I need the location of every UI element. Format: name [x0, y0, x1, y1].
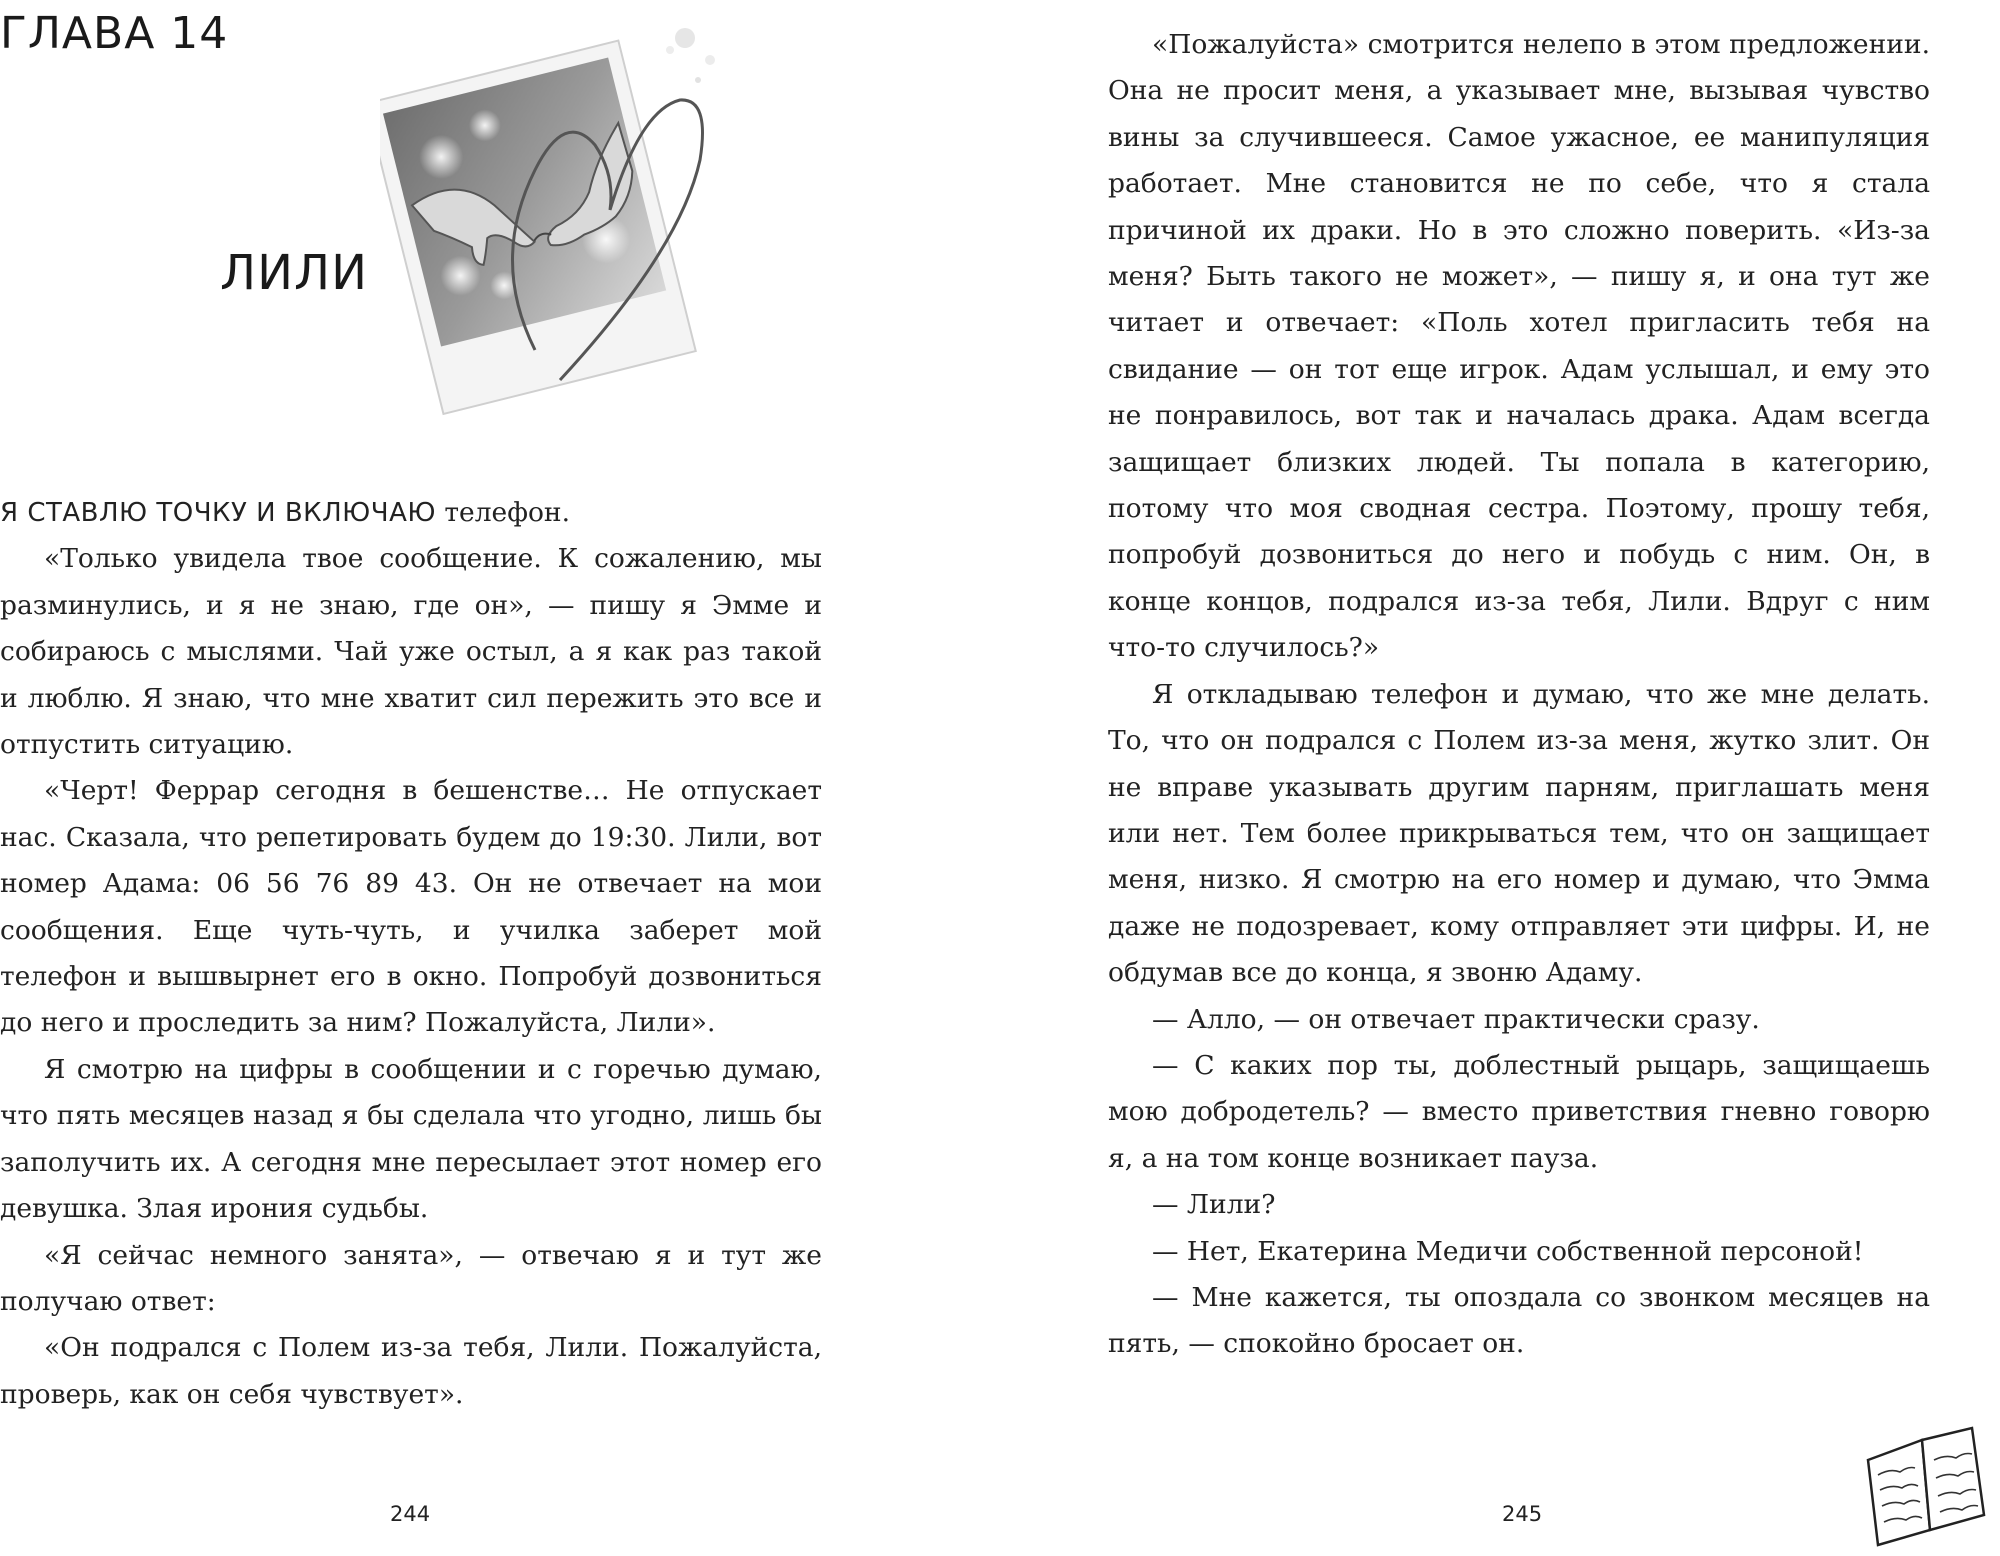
opening-paragraph	[0, 490, 822, 536]
page-number: 244	[390, 1502, 431, 1526]
paragraph: — С каких пор ты, доблестный рыцарь, защищаешь мою добродетель? — вместо приветствия гневно говорю я, а на том конце возникает пауза.	[1108, 1049, 1930, 1174]
paragraph: «Я сейчас немного занята», — отвечаю я и тут же получаю ответ:	[0, 1239, 822, 1317]
chapter-label: ГЛАВА 14	[0, 8, 229, 59]
left-page-text	[0, 490, 822, 1418]
paragraph: «Он подрался с Полем из-за тебя, Лили. Пожалуйста, проверь, как он себя чувствует».	[0, 1332, 822, 1410]
paragraph: — Нет, Екатерина Медичи собственной персоной!	[1152, 1235, 1864, 1267]
paragraph: Я откладываю телефон и думаю, что же мне делать. То, что он подрался с Полем из-за меня, жутко злит. Он не вправе указывать другим парням, приглашать меня или нет. Тем более прикрываться тем, что он защищает меня, низко. Я смотрю на его номер и думаю, что Эмма даже не подозревает, кому отправляет эти цифры. И, не обдумав все до конца, я звоню Адаму.	[1108, 678, 1930, 989]
right-page-text	[1108, 22, 1930, 1368]
chapter-lead-rest: телефон.	[435, 497, 570, 528]
paragraph: — Лили?	[1152, 1189, 1276, 1221]
page-number: 245	[1502, 1502, 1543, 1526]
paragraph: — Мне кажется, ты опоздала со звонком месяцев на пять, — спокойно бросает он.	[1108, 1281, 1930, 1360]
paragraph: — Алло, — он отвечает практически сразу.	[1152, 1003, 1760, 1035]
paragraph: «Черт! Феррар сегодня в бешенстве… Не отпускает нас. Сказала, что репетировать будем до 19:30. Лили, вот номер Адама: 06 56 76 89 43. Он не отвечает на мои сообщения. Еще чуть-чуть, и училка заберет мой телефон и вышвырнет его в окно. Попробуй дозвониться до него и проследить за ним? Пожалуйста, Лили».	[0, 775, 822, 1039]
chapter-lead-in: Я СТАВЛЮ ТОЧКУ И ВКЛЮЧАЮ	[0, 498, 436, 528]
chapter-name: ЛИЛИ	[220, 245, 368, 301]
right-page	[1000, 0, 2000, 1556]
open-book-icon	[1860, 1420, 1990, 1550]
paragraph: Я смотрю на цифры в сообщении и с горечью думаю, что пять месяцев назад я бы сделала что угодно, лишь бы заполучить их. А сегодня мне пересылает этот номер его девушка. Злая ирония судьбы.	[0, 1053, 822, 1225]
paragraph: «Пожалуйста» смотрится нелепо в этом предложении. Она не просит меня, а указывает мне, вызывая чувство вины за случившееся. Самое ужасное, ее манипуляция работает. Мне становится не по себе, что я стала причиной их драки. Но в это сложно поверить. «Из-за меня? Быть такого не может», — пишу я, и она тут же читает и отвечает: «Поль хотел пригласить тебя на свидание — он тот еще игрок. Адам услышал, и ему это не понравилось, вот так и началась драка. Адам всегда защищает близких людей. Ты попала в категорию, потому что моя сводная сестра. Поэтому, прошу тебя, попробуй дозвониться до него и побудь с ним. Он, в конце концов, подрался из-за тебя, Лили. Вдруг с ним что-то случилось?»	[1108, 29, 1930, 664]
paragraph: «Только увидела твое сообщение. К сожалению, мы разминулись, и я не знаю, где он», — пишу я Эмме и собираюсь с мыслями. Чай уже остыл, а я как раз такой и люблю. Я знаю, что мне хватит сил пережить это все и отпустить ситуацию.	[0, 543, 822, 761]
chapter-illustration	[380, 20, 880, 420]
